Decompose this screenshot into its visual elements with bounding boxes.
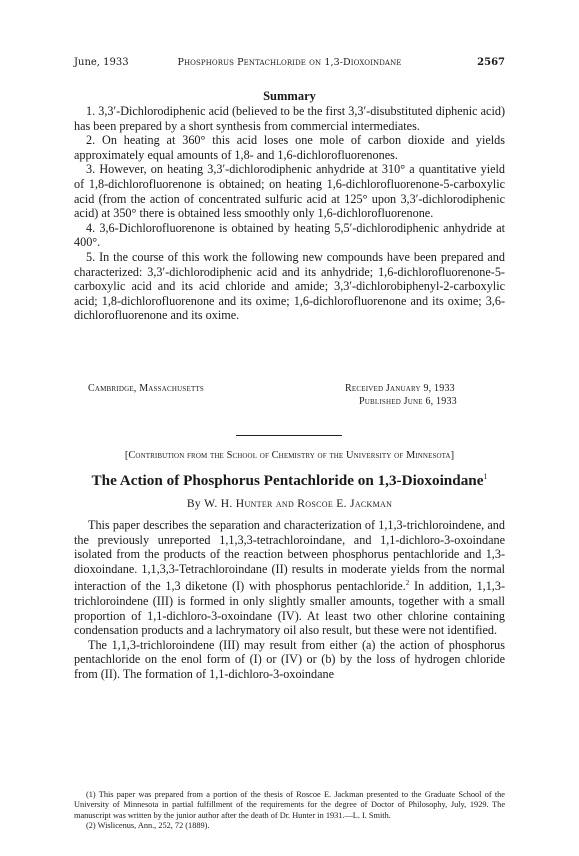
summary-item: 2. On heating at 360° this acid loses one mole of carbon dioxide and yields approximately equal amounts of 1,8- and 1,6-dichlorofluorenones. xyxy=(74,133,505,162)
received-date: Received January 9, 1933 xyxy=(345,383,455,394)
running-head-title: Phosphorus Pentachloride on 1,3-Dioxoindane xyxy=(177,57,402,68)
byline-by: By xyxy=(186,497,201,510)
article-title-text: The Action of Phosphorus Pentachloride on 1,3-Dioxoindane xyxy=(91,472,484,489)
summary-item: 3. However, on heating 3,3′-dichlorodiphenic anhydride at 310° a quantitative yield of 1,8-dichlorofluorenone is obtained; on heating 1,6-dichlorofluorenone-5-carboxylic acid (from the action of concentrated sulfuric acid at 125° upon 3,3′-dichlorodiphenic acid) at 350° there is obtained less smoothly only 1,6-dichlorofluorenone. xyxy=(74,162,505,221)
contribution-line: [Contribution from the School of Chemistry of the University of Minnesota] xyxy=(124,450,455,461)
article-body xyxy=(74,518,505,682)
footnote-mark: 2 xyxy=(405,579,410,588)
institution-location: Cambridge, Massachusetts xyxy=(88,383,204,394)
footnotes xyxy=(74,790,505,831)
summary-item: 4. 3,6-Dichlorofluorenone is obtained by heating 5,5′-dichlorodiphenic anhydride at 400°. xyxy=(74,220,505,250)
body-paragraph xyxy=(74,518,505,638)
footnote: (1) This paper was prepared from a portion of the thesis of Roscoe E. Jackman presented to the Graduate School of the University of Minnesota in partial fulfillment of the requirements for the degree of Doctor of Philosophy, July, 1929. The manuscript was written by the junior author after the death of Dr. Hunter in 1931.—L. I. Smith. xyxy=(74,790,505,820)
body-paragraph-continuation: In addition, 1,1,3-trichloroindene (III) is formed in only slightly smaller amounts, together with a small proportion of 1,1-dichloro-3-oxoindane (IV). At least two other chlorine containing condensation products and a lachrymatory oil also result, but these were not identified. xyxy=(74,579,506,638)
body-paragraph-text: This paper describes the separation and characterization of 1,1,3-trichloroindene, and the previously unreported 1,1,3,3-tetrachloroindane, and 1,1-dichloro-3-oxoindane isolated from the products of the reaction between phosphorus pentachloride and 1,3-dioxoindane. 1,1,3,3-Tetrachloroindane (II) results in moderate yields from the normal interaction of the 1,3 diketone (I) with phosphorus pentachloride. xyxy=(74,518,505,594)
byline-authors: W. H. Hunter and Roscoe E. Jackman xyxy=(204,497,393,510)
byline xyxy=(74,496,505,511)
section-divider xyxy=(236,435,342,436)
running-head xyxy=(74,56,505,70)
running-head-date: June, 1933 xyxy=(74,57,129,68)
summary-item: 5. In the course of this work the following new compounds have been prepared and characterized: 3,3′-dichlorodiphenic acid and its anhydride; 1,6-dichlorofluorenone-5-carboxylic acid and its acid chloride and amide; 3,3′-dichlorobiphenyl-2-carboxylic acid; 1,8-dichlorofluorenone and its oxime; 1,6-dichlorofluorenone and its oxime; 3,6-dichlorofluorenone and its oxime. xyxy=(74,249,505,323)
summary-heading: Summary xyxy=(263,89,316,103)
page-number: 2567 xyxy=(477,57,505,68)
article-title xyxy=(74,468,505,490)
footnote: (2) Wislicenus, Ann., 252, 72 (1889). xyxy=(86,820,210,830)
summary-section xyxy=(74,104,505,323)
title-footnote-mark: 1 xyxy=(483,472,488,481)
summary-item: 1. 3,3′-Dichlorodiphenic acid (believed to be the first 3,3′-disubstituted diphenic acid) has been prepared by a short synthesis from commercial intermediates. xyxy=(74,104,505,133)
received-dates xyxy=(345,383,505,408)
body-paragraph: The 1,1,3-trichloroindene (III) may result from either (a) the action of phosphorus pentachloride on the enol form of (I) or (IV) or (b) by the loss of hydrogen chloride from (II). The formation of 1,1-dichloro-3-oxoindane xyxy=(74,637,505,681)
published-date: Published June 6, 1933 xyxy=(359,395,457,407)
